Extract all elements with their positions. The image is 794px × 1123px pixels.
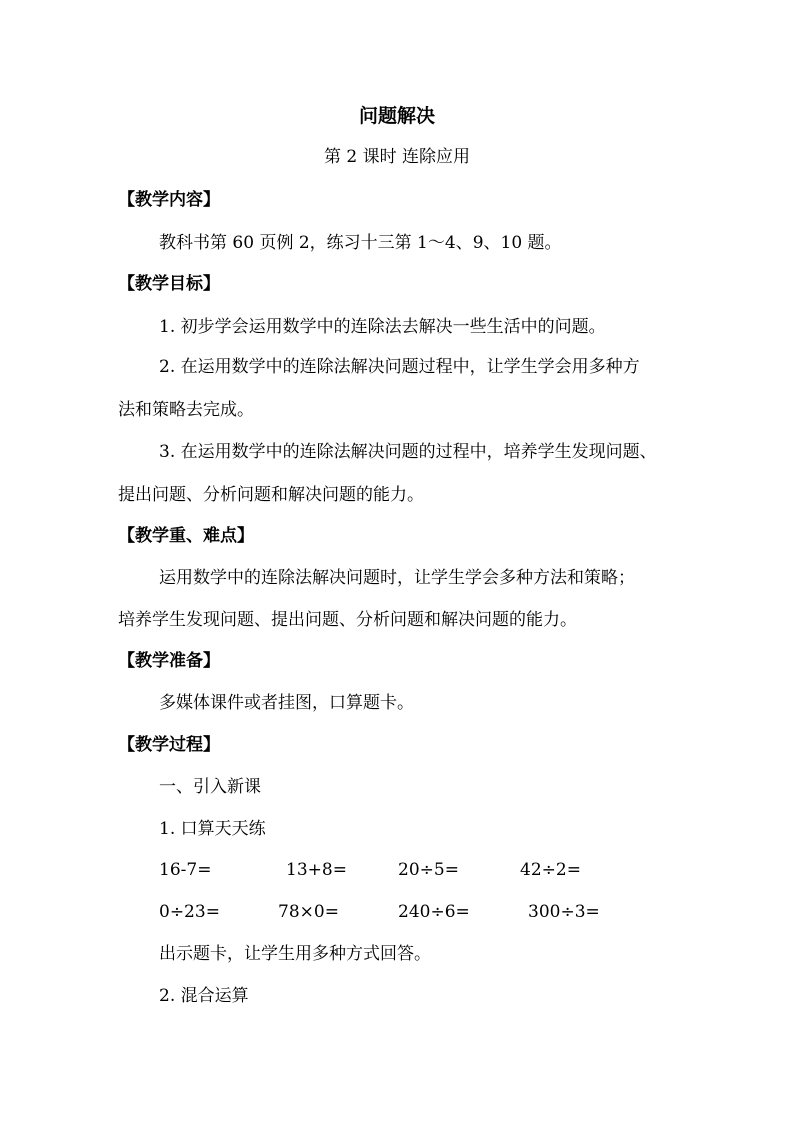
calc-item: 16-7= xyxy=(159,860,212,880)
section-header-preparation: 【教学准备】 xyxy=(118,651,220,671)
keypoints-line-1: 运用数学中的连除法解决问题时，让学生学会多种方法和策略； xyxy=(159,568,635,588)
calc-item: 78×0= xyxy=(278,902,339,922)
calc-item: 300÷3= xyxy=(528,902,600,922)
section-header-process: 【教学过程】 xyxy=(118,735,220,755)
document-title: 问题解决 xyxy=(358,105,435,127)
goal-2-line-2: 法和策略去完成。 xyxy=(118,400,254,420)
section-header-keypoints: 【教学重、难点】 xyxy=(118,526,254,546)
goal-3-line-2: 提出问题、分析问题和解决问题的能力。 xyxy=(118,485,424,505)
document-subtitle: 第 2 课时 连除应用 xyxy=(323,147,471,167)
calc-item: 13+8= xyxy=(286,860,347,880)
section-header-goals: 【教学目标】 xyxy=(118,274,220,294)
step-1: 1. 口算天天练 xyxy=(159,819,266,839)
goal-1: 1. 初步学会运用数学中的连除法去解决一些生活中的问题。 xyxy=(159,317,606,337)
calc-item: 240÷6= xyxy=(398,902,470,922)
calc-item: 20÷5= xyxy=(398,860,459,880)
section-header-content: 【教学内容】 xyxy=(118,190,220,210)
content-text: 教科书第 60 页例 2，练习十三第 1～4、9、10 题。 xyxy=(159,233,562,253)
calc-item: 0÷23= xyxy=(159,902,220,922)
keypoints-line-2: 培养学生发现问题、提出问题、分析问题和解决问题的能力。 xyxy=(118,610,577,630)
show-cards-text: 出示题卡，让学生用多种方式回答。 xyxy=(159,944,431,964)
goal-3-line-1: 3. 在运用数学中的连除法解决问题的过程中，培养学生发现问题、 xyxy=(159,442,657,462)
step-2: 2. 混合运算 xyxy=(159,986,249,1006)
goal-2-line-1: 2. 在运用数学中的连除法解决问题过程中，让学生学会用多种方 xyxy=(159,357,640,377)
step-intro: 一、引入新课 xyxy=(159,777,261,797)
preparation-text: 多媒体课件或者挂图，口算题卡。 xyxy=(159,693,414,713)
calc-item: 42÷2= xyxy=(520,860,581,880)
